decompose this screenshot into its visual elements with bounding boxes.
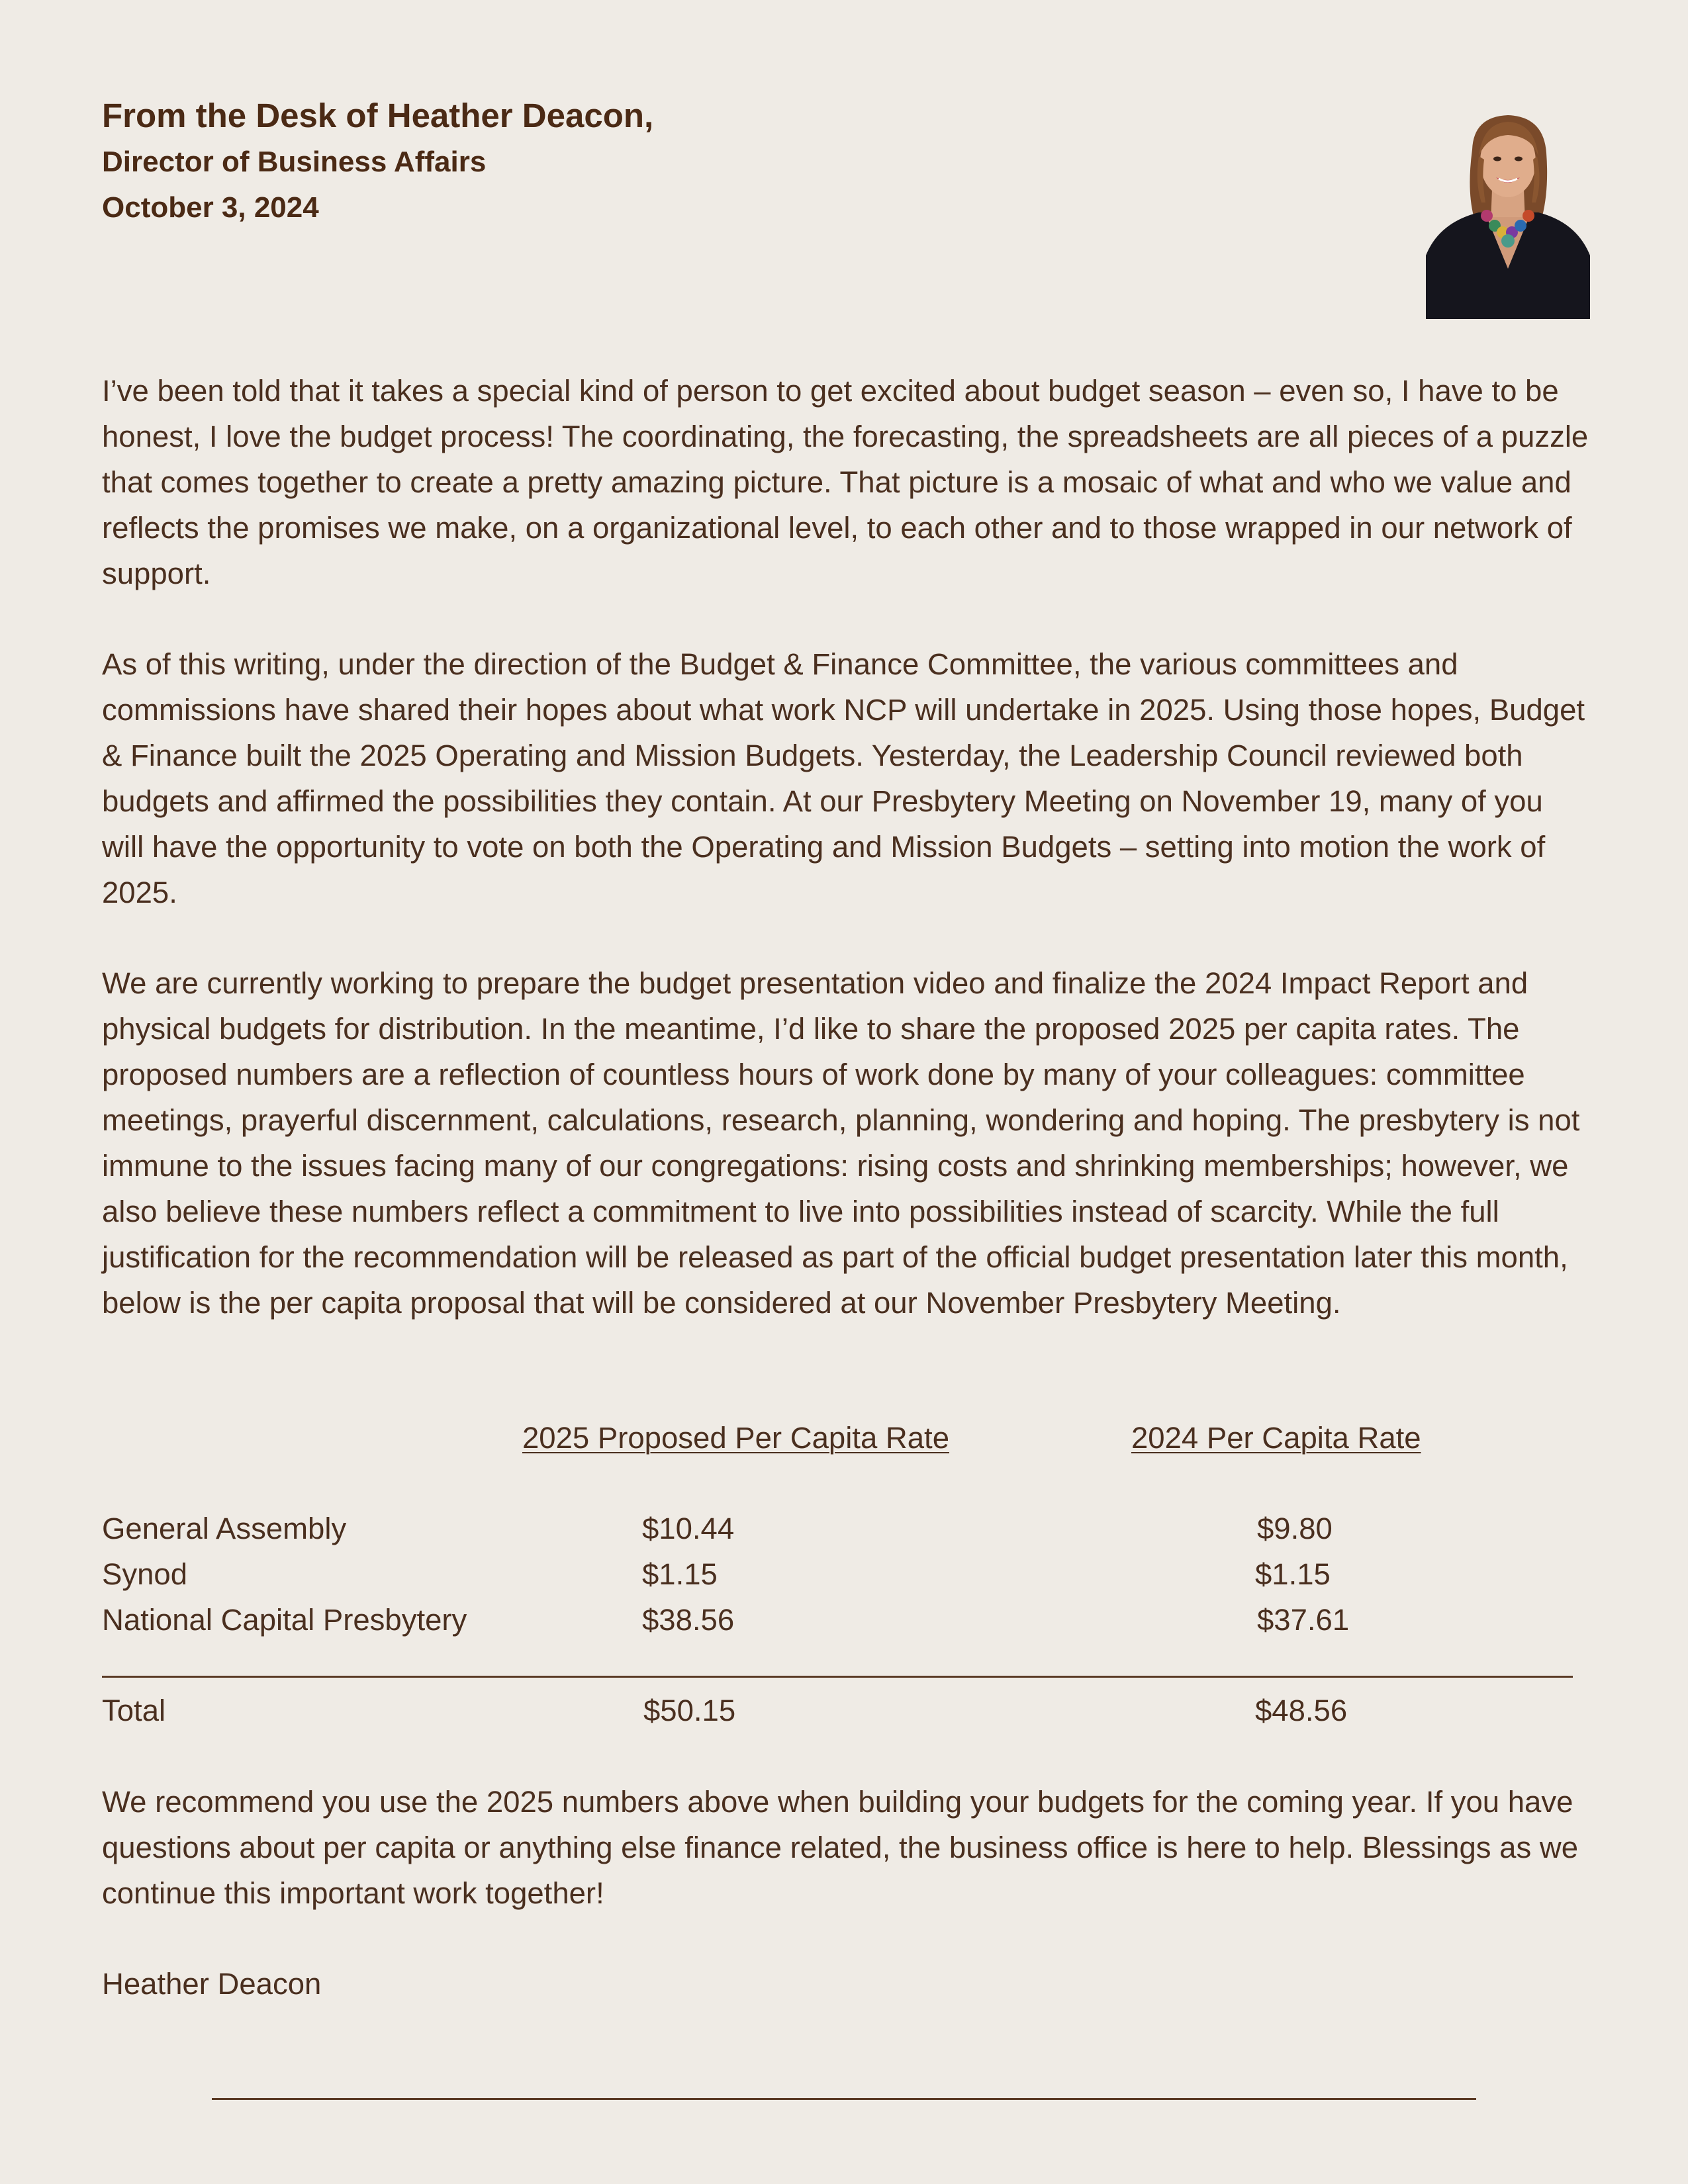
header-date: October 3, 2024: [102, 191, 319, 224]
table-divider: [102, 1676, 1573, 1678]
portrait-image: [1426, 103, 1590, 319]
row-2024-general-assembly: $9.80: [1257, 1512, 1333, 1545]
author-photo: [1426, 103, 1590, 319]
footer-divider: [212, 2098, 1476, 2100]
row-2025-general-assembly: $10.44: [642, 1512, 735, 1545]
row-2025-presbytery: $38.56: [642, 1603, 735, 1637]
row-2025-synod: $1.15: [642, 1557, 718, 1591]
signature: Heather Deacon: [102, 1967, 322, 2001]
column-header-2025: 2025 Proposed Per Capita Rate: [522, 1421, 949, 1455]
row-2024-presbytery: $37.61: [1257, 1603, 1350, 1637]
paragraph-per-capita: We are currently working to prepare the budget presentation video and finalize the 2024 Impact Report and physical budgets for distribution. In the meantime, I’d like to share the proposed 2025 per capita rates. The proposed numbers are a reflection of countless hours of work done by many of your colleagues: committee meetings, prayerful discernment, calculations, research, planning, wondering and hoping. The presbytery is not immune to the issues facing many of our congregations: rising costs and shrinking memberships; however, we also believe these numbers reflect a commitment to live into possibilities instead of scarcity. While the full justification for the recommendation will be released as part of the official budget presentation later this month, below is the per capita proposal that will be considered at our November Presbytery Meeting.: [102, 966, 1580, 1320]
row-label-general-assembly: General Assembly: [102, 1512, 347, 1545]
row-label-presbytery: National Capital Presbytery: [102, 1603, 467, 1637]
column-header-2024: 2024 Per Capita Rate: [1131, 1421, 1421, 1455]
row-label-synod: Synod: [102, 1557, 188, 1591]
total-label: Total: [102, 1694, 166, 1727]
paragraph-intro: I’ve been told that it takes a special kind of person to get excited about budget season – even so, I have to be honest, I love the budget process! The coordinating, the forecasting, the spreadsheets are all pieces of a puzzle that comes together to create a pretty amazing picture. That picture is a mosaic of what and who we value and reflects the promises we make, on a organizational level, to each other and to those wrapped in our network of support.: [102, 374, 1589, 590]
row-2024-synod: $1.15: [1255, 1557, 1331, 1591]
paragraph-budget-process: As of this writing, under the direction of the Budget & Finance Committee, the various committees and commissions have shared their hopes about what work NCP will undertake in 2025. Using those hopes, Budget & Finance built the 2025 Operating and Mission Budgets. Yesterday, the Leadership Council reviewed both budgets and affirmed the possibilities they contain. At our Presbytery Meeting on November 19, many of you will have the opportunity to vote on both the Operating and Mission Budgets – setting into motion the work of 2025.: [102, 647, 1585, 909]
letter-header: [102, 93, 653, 230]
paragraph-closing: We recommend you use the 2025 numbers above when building your budgets for the coming year. If you have questions about per capita or anything else finance related, the business office is here to help. Blessings as we continue this important work together!: [102, 1785, 1579, 1910]
header-from: From the Desk of Heather Deacon,: [102, 97, 654, 134]
total-2024: $48.56: [1255, 1694, 1348, 1727]
total-2025: $50.15: [643, 1694, 736, 1727]
header-title: Director of Business Affairs: [102, 146, 487, 178]
